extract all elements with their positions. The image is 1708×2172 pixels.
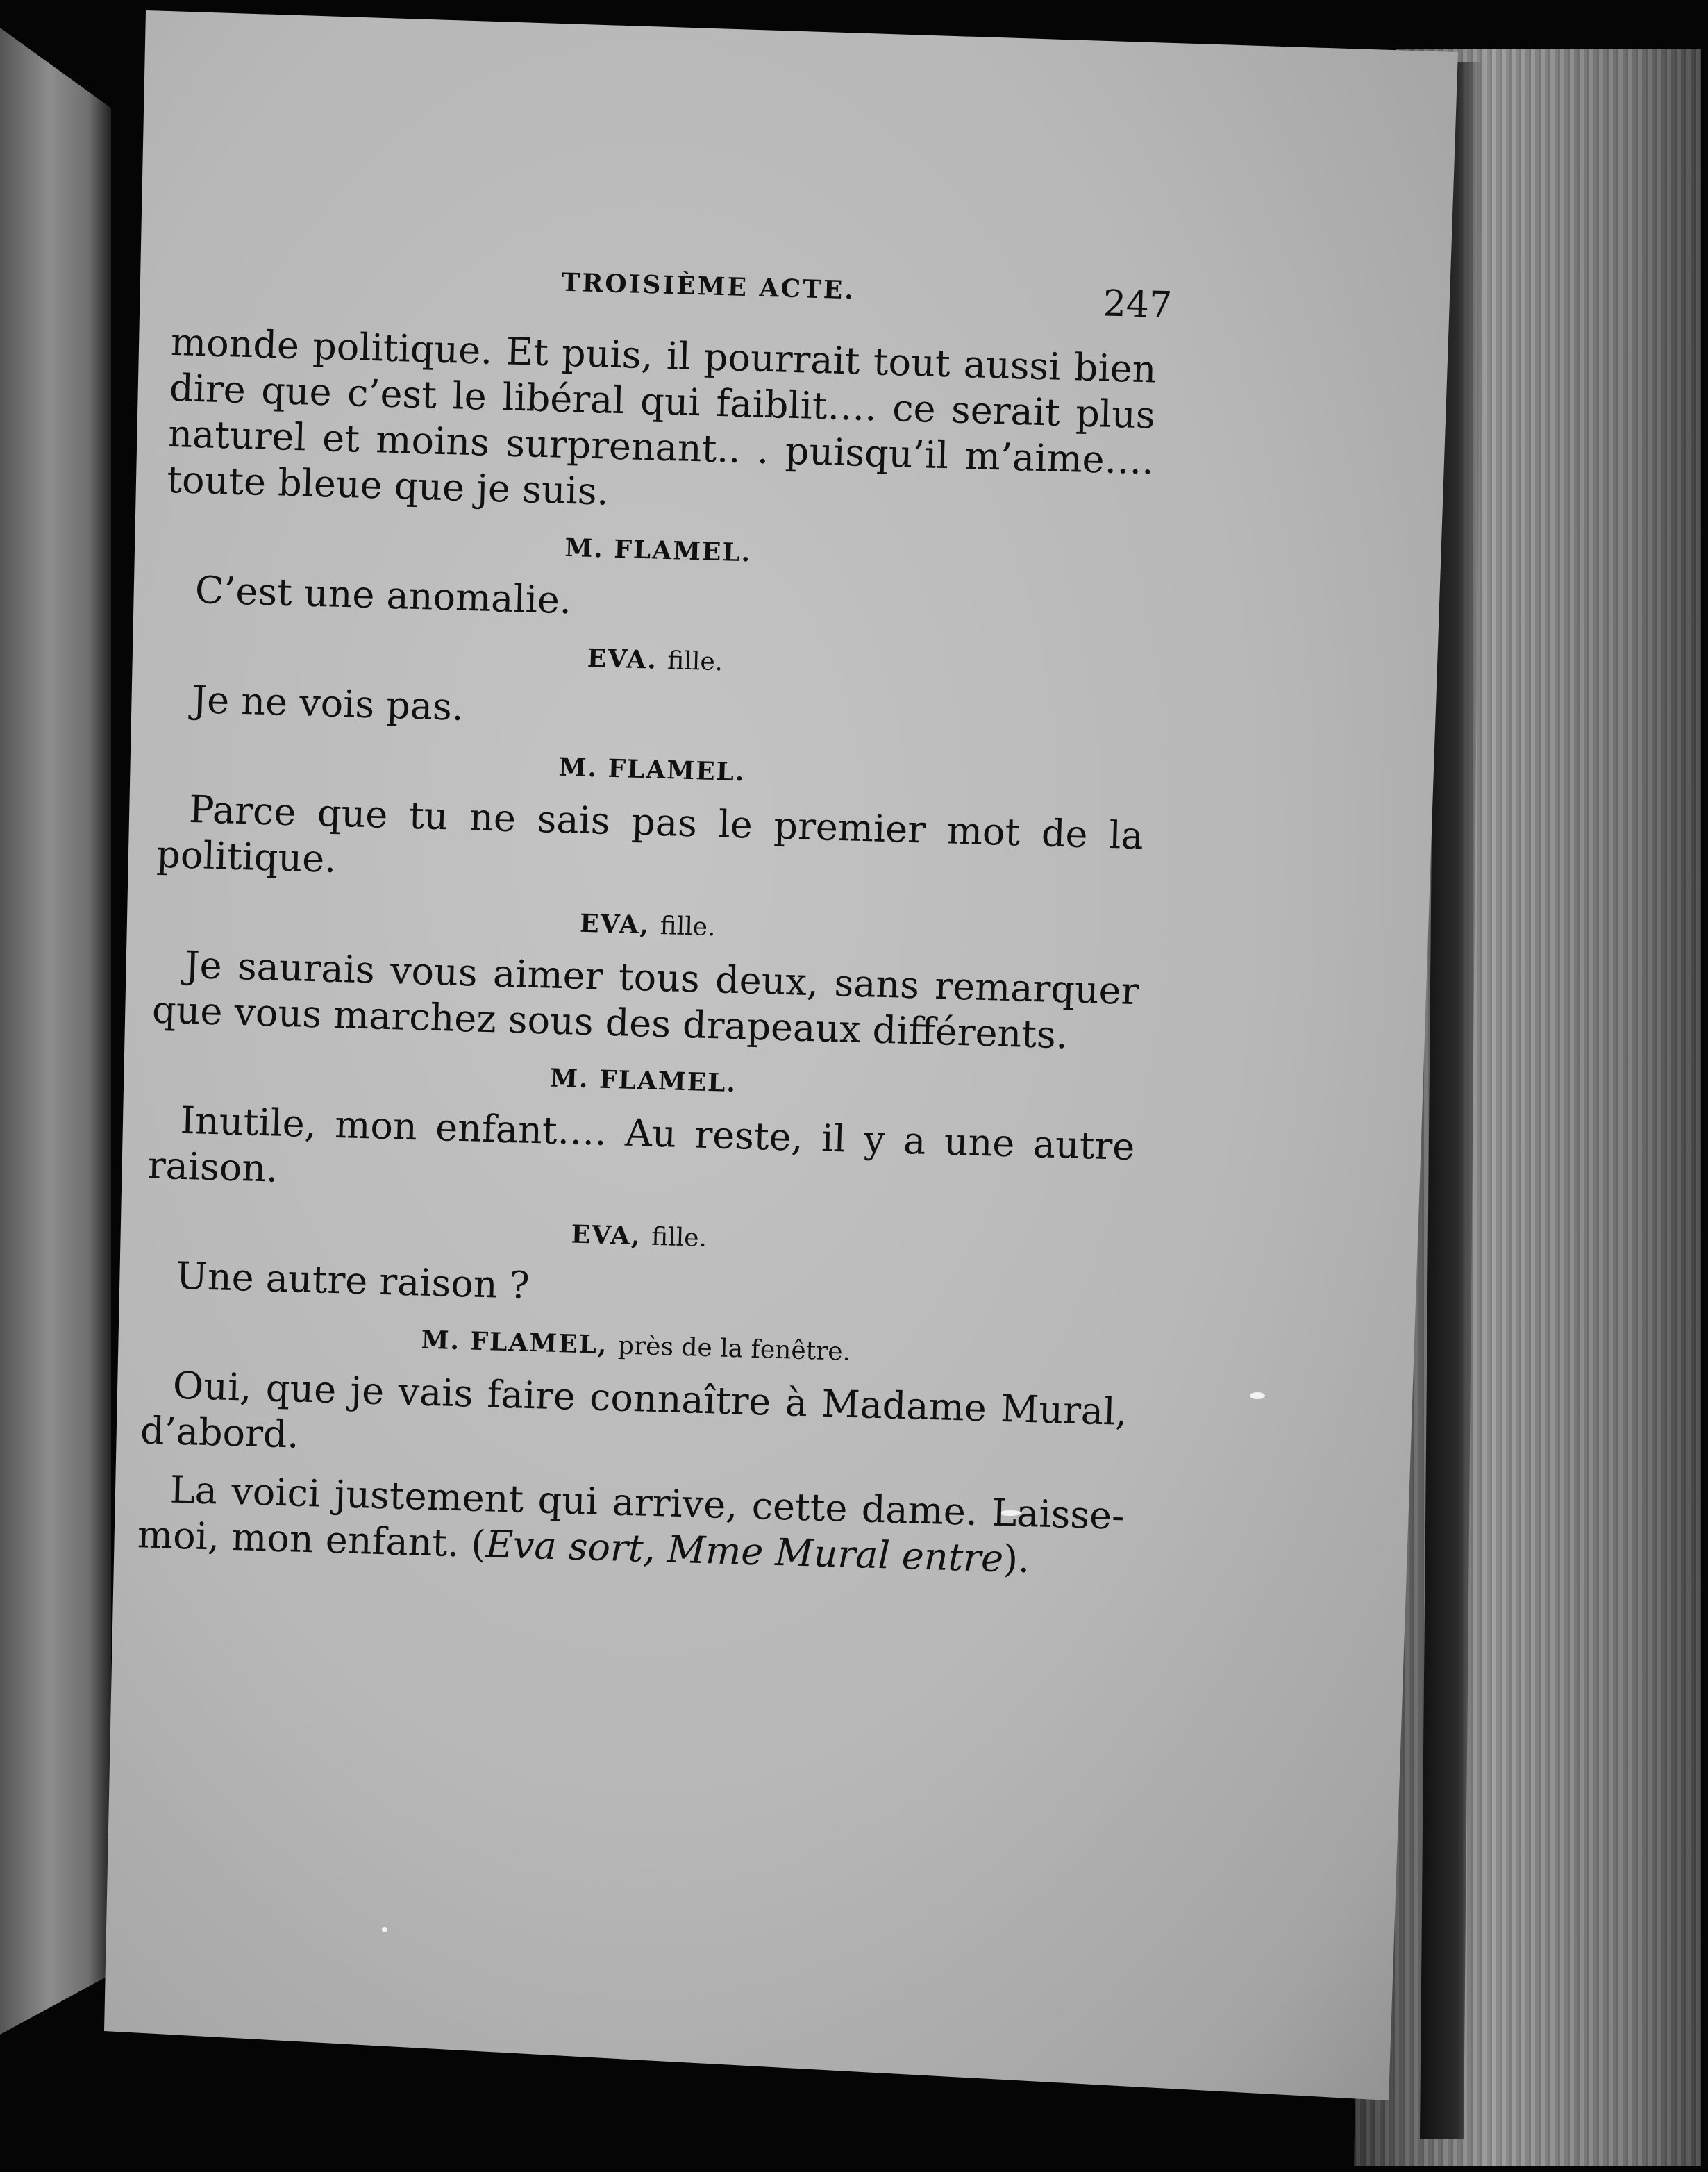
dialogue-line: Inutile, mon enfant…. Au reste, il y a une autre raison. [147,1098,1136,1191]
speaker-name: M. FLAMEL. [564,533,752,568]
speaker-name: M. FLAMEL, [421,1325,609,1360]
speaker-note: fille. [660,911,717,942]
dust-speck [1250,1392,1265,1399]
speaker-note: près de la fenêtre. [617,1331,851,1367]
dialogue-line: Je ne vois pas. [191,678,464,729]
dialogue-line: Une autre raison ? [175,1253,530,1308]
dialogue-line: Je saurais vous aimer tous deux, sans remarquer que vous marchez sous des drapeaux différents. [151,942,1140,1058]
speaker-name: EVA. [587,643,658,675]
dialogue-line: Parce que tu ne sais pas le premier mot de la politique. [156,787,1144,881]
page-number: 247 [1102,283,1173,327]
stage-direction: Eva sort, Mme Mural entre [485,1522,1004,1581]
speaker-name: M. FLAMEL. [558,752,746,787]
speaker-name: EVA, [579,908,651,940]
page-content [137,243,1173,1585]
dust-speck [382,1927,387,1932]
speaker-name: M. FLAMEL. [549,1063,737,1098]
opening-paragraph: monde politique. Et puis, il pourrait tout aussi bien dire que c’est le libéral qui faiblit…. ce serait plus naturel et moins surprenant.. . puisqu’il m’aime…. toute bleue que je suis. [166,319,1157,514]
running-head: TROISIÈME ACTE. [561,267,856,306]
closing-end: ). [1003,1537,1031,1582]
left-page-edge [0,28,111,2035]
speaker-note: fille. [651,1222,708,1253]
speaker-note: fille. [667,646,723,677]
dialogue-line: C’est une anomalie. [194,568,572,623]
closing-text: La voici justement qui arrive, cette dame. Laisse-moi, mon enfant. ( [137,1467,1125,1567]
dialogue-line: Oui, que je vais faire connaître à Madame Mural, d’abord. [140,1363,1128,1457]
speaker-name: EVA, [571,1219,642,1251]
